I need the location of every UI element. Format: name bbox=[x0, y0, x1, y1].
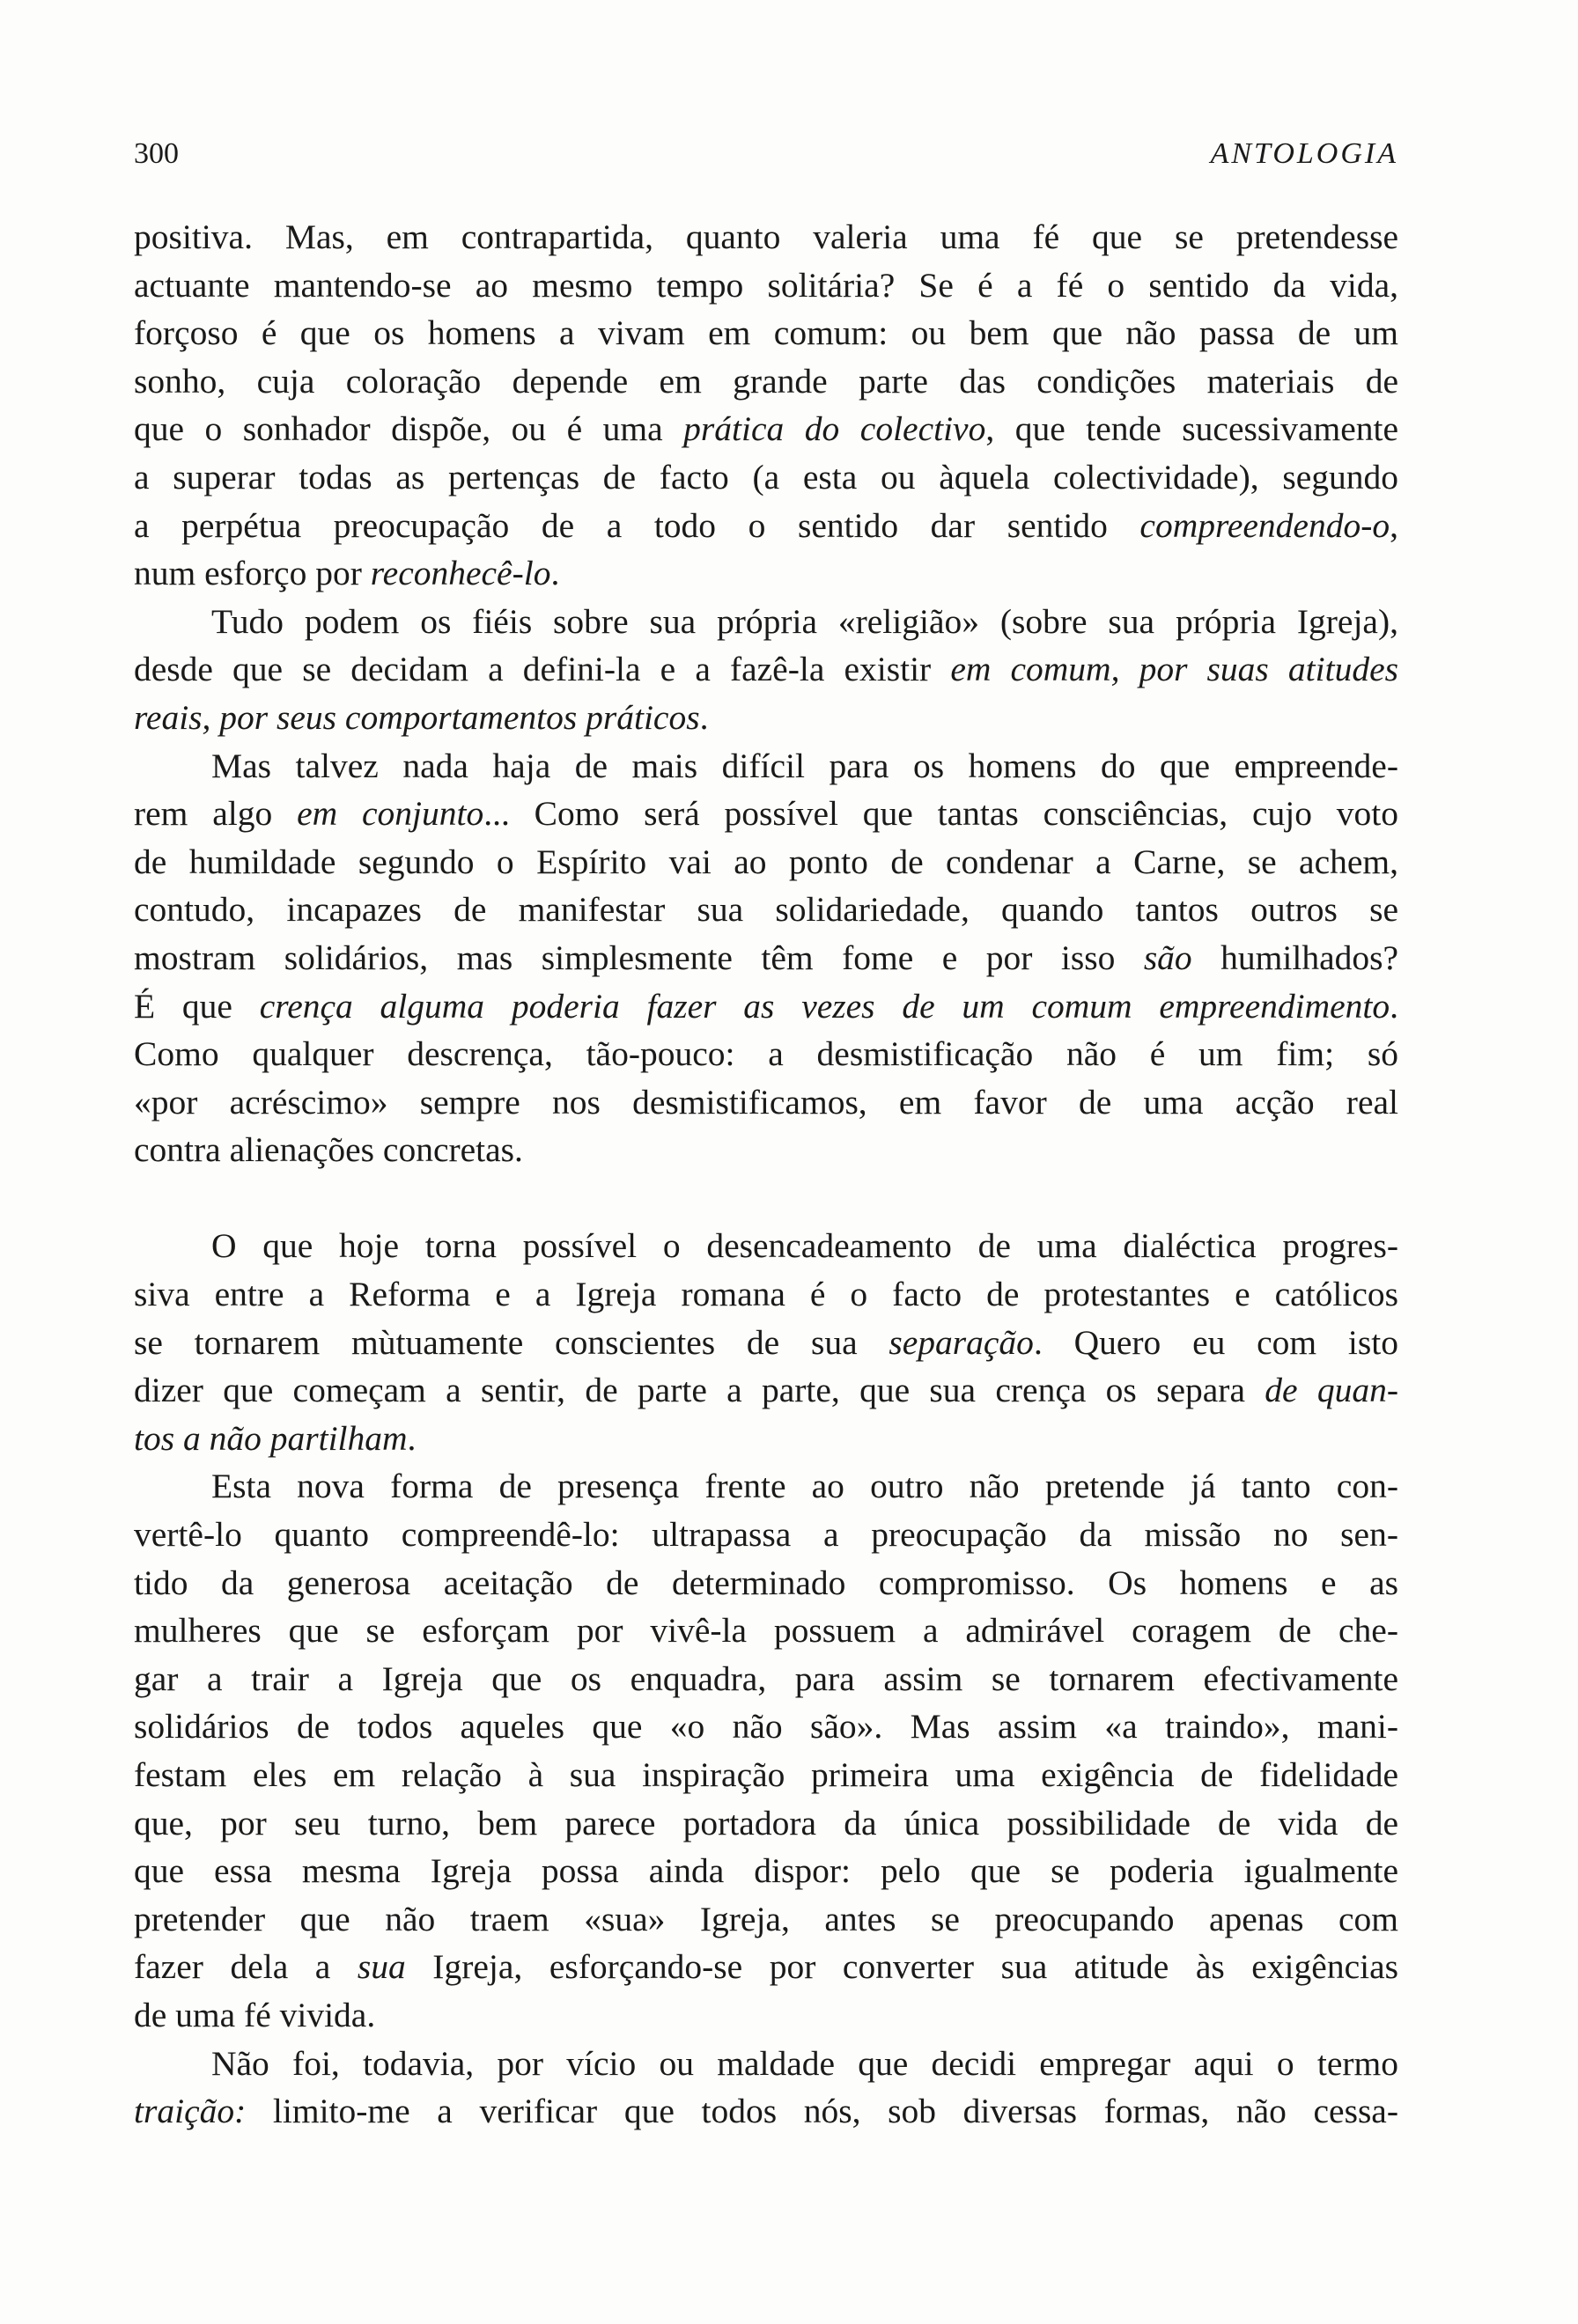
italic-text: sua bbox=[357, 1947, 406, 1987]
running-head: ANTOLOGIA bbox=[1210, 137, 1398, 170]
italic-text: traição: bbox=[134, 2092, 247, 2131]
text-line bbox=[134, 1991, 1398, 2040]
text-segment: desde que se decidam a defini-la e a fazê-la existir bbox=[134, 650, 951, 689]
text-segment: Igreja, esforçando-se por converter sua atitude às exigências bbox=[405, 1947, 1398, 1987]
paragraph-4 bbox=[134, 1222, 1398, 1462]
text-line bbox=[134, 1030, 1398, 1078]
text-segment: de uma fé vivida. bbox=[134, 1995, 376, 2034]
text-line bbox=[134, 1415, 1398, 1463]
page-header bbox=[134, 132, 1398, 176]
italic-text: em conjunto bbox=[297, 794, 484, 834]
paragraph-5 bbox=[134, 1462, 1398, 2039]
text-line bbox=[134, 694, 1398, 742]
text-segment: contra alienações concretas. bbox=[134, 1130, 523, 1170]
text-line bbox=[134, 261, 1398, 310]
text-line bbox=[134, 1799, 1398, 1848]
text-segment: ... Como será possível que tantas consciências, cujo voto bbox=[483, 794, 1399, 834]
italic-text: compreendendo-o bbox=[1139, 505, 1390, 545]
text-line bbox=[134, 1895, 1398, 1944]
text-segment: que o sonhador dispõe, ou é uma bbox=[134, 409, 684, 449]
text-segment: . Quero eu com isto bbox=[1033, 1322, 1398, 1362]
text-segment: actuante mantendo-se ao mesmo tempo solitária? Se é a fé o sentido da vida, bbox=[134, 265, 1398, 305]
text-segment: a superar todas as pertenças de facto (a esta ou àquela colectividade), segundo bbox=[134, 457, 1398, 496]
text-segment: humilhados? bbox=[1191, 938, 1399, 977]
text-segment: tido da generosa aceitação de determinado compromisso. Os homens e as bbox=[134, 1563, 1398, 1602]
text-segment: gar a trair a Igreja que os enquadra, para assim se tornarem efectivamente bbox=[134, 1658, 1398, 1698]
italic-text: prática do colectivo bbox=[683, 409, 986, 449]
text-segment: . bbox=[699, 697, 709, 737]
text-line bbox=[134, 1703, 1398, 1751]
paragraph-6 bbox=[134, 2040, 1398, 2136]
text-line bbox=[134, 549, 1398, 598]
text-segment: num esforço por bbox=[134, 554, 371, 593]
paragraph-3 bbox=[134, 742, 1398, 1174]
text-line bbox=[134, 1319, 1398, 1367]
text-segment: vertê-lo quanto compreendê-lo: ultrapassa a preocupação da missão no sen- bbox=[134, 1515, 1398, 1555]
text-line bbox=[134, 213, 1398, 261]
text-segment: fazer dela a bbox=[134, 1947, 358, 1987]
text-segment: a perpétua preocupação de a todo o sentido dar sentido bbox=[134, 505, 1140, 545]
text-segment: rem algo bbox=[134, 794, 298, 834]
italic-text: em comum, por suas atitudes bbox=[950, 650, 1398, 689]
section-break bbox=[134, 1174, 1398, 1223]
text-segment: Mas talvez nada haja de mais difícil para os homens do que empreende- bbox=[211, 746, 1398, 785]
text-segment: positiva. Mas, em contrapartida, quanto valeria uma fé que se pretendesse bbox=[134, 217, 1398, 256]
text-line bbox=[134, 453, 1398, 502]
text-line bbox=[134, 934, 1398, 982]
text-line bbox=[134, 790, 1398, 838]
text-segment: festam eles em relação à sua inspiração primeira uma exigência de fidelidade bbox=[134, 1755, 1398, 1794]
text-line bbox=[134, 838, 1398, 886]
text-segment: Tudo podem os fiéis sobre sua própria «religião» (sobre sua própria Igreja), bbox=[211, 601, 1398, 641]
text-segment: solidários de todos aqueles que «o não são». Mas assim «a traindo», mani- bbox=[134, 1707, 1398, 1747]
italic-text: são bbox=[1143, 938, 1192, 977]
body-text bbox=[134, 213, 1398, 2136]
italic-text: reconhecê-lo bbox=[370, 554, 551, 593]
text-segment: pretender que não traem «sua» Igreja, antes se preocupando apenas com bbox=[134, 1899, 1398, 1938]
text-segment: Esta nova forma de presença frente ao outro não pretende já tanto con- bbox=[211, 1467, 1398, 1506]
text-segment: , bbox=[1390, 505, 1398, 545]
text-line bbox=[134, 1511, 1398, 1559]
text-segment: . bbox=[407, 1418, 417, 1458]
text-segment: que, por seu turno, bem parece portadora da única possibilidade de vida de bbox=[134, 1803, 1398, 1842]
text-segment: Não foi, todavia, por vício ou maldade que decidi empregar aqui o termo bbox=[211, 2043, 1398, 2083]
text-line bbox=[134, 405, 1398, 453]
text-segment: O que hoje torna possível o desencadeamento de uma dialéctica progres- bbox=[211, 1226, 1398, 1266]
text-line bbox=[134, 357, 1398, 406]
text-segment: . bbox=[550, 554, 560, 593]
text-line bbox=[134, 1366, 1398, 1415]
text-line bbox=[134, 1559, 1398, 1607]
text-segment: sonho, cuja coloração depende em grande parte das condições materiais de bbox=[134, 361, 1398, 401]
text-segment: É que bbox=[134, 986, 260, 1026]
text-line bbox=[134, 1655, 1398, 1703]
text-line bbox=[134, 742, 1398, 791]
text-segment: contudo, incapazes de manifestar sua solidariedade, quando tantos outros se bbox=[134, 890, 1398, 930]
text-segment: mostram solidários, mas simplesmente têm fome e por isso bbox=[134, 938, 1144, 977]
text-segment: dizer que começam a sentir, de parte a parte, que sua crença os separa bbox=[134, 1371, 1265, 1410]
text-line bbox=[134, 2087, 1398, 2136]
italic-text: tos a não partilham bbox=[134, 1418, 408, 1458]
text-segment: «por acréscimo» sempre nos desmistificamos, em favor de uma acção real bbox=[134, 1082, 1398, 1122]
text-line bbox=[134, 886, 1398, 934]
text-line bbox=[134, 1751, 1398, 1799]
text-line bbox=[134, 1270, 1398, 1319]
text-segment: . bbox=[1390, 986, 1398, 1026]
text-line bbox=[134, 2040, 1398, 2088]
text-line bbox=[134, 1222, 1398, 1270]
page-number: 300 bbox=[134, 137, 179, 170]
text-segment: que essa mesma Igreja possa ainda dispor: pelo que se poderia igualmente bbox=[134, 1851, 1398, 1891]
text-segment: , que tende sucessivamente bbox=[985, 409, 1398, 449]
italic-text: reais, por seus comportamentos práticos bbox=[134, 697, 700, 737]
text-segment: forçoso é que os homens a vivam em comum: ou bem que não passa de um bbox=[134, 313, 1398, 353]
text-line bbox=[134, 982, 1398, 1031]
text-line bbox=[134, 1847, 1398, 1895]
italic-text: de quan- bbox=[1265, 1371, 1398, 1410]
text-segment: mulheres que se esforçam por vivê-la possuem a admirável coragem de che- bbox=[134, 1611, 1398, 1651]
text-line bbox=[134, 309, 1398, 357]
text-line bbox=[134, 1462, 1398, 1511]
text-line bbox=[134, 1607, 1398, 1655]
text-segment: se tornarem mùtuamente conscientes de sua bbox=[134, 1322, 889, 1362]
text-line bbox=[134, 502, 1398, 550]
text-segment: limito-me a verificar que todos nós, sob diversas formas, não cessa- bbox=[246, 2092, 1398, 2131]
text-line bbox=[134, 598, 1398, 646]
text-line bbox=[134, 1126, 1398, 1174]
text-segment: Como qualquer descrença, tão-pouco: a desmistificação não é um fim; só bbox=[134, 1034, 1398, 1074]
italic-text: crença alguma poderia fazer as vezes de um comum empreendimento bbox=[259, 986, 1390, 1026]
paragraph-2 bbox=[134, 598, 1398, 742]
text-line bbox=[134, 1078, 1398, 1127]
text-line bbox=[134, 645, 1398, 694]
text-segment: siva entre a Reforma e a Igreja romana é o facto de protestantes e católicos bbox=[134, 1275, 1398, 1314]
paragraph-1 bbox=[134, 213, 1398, 598]
text-line bbox=[134, 1943, 1398, 1991]
italic-text: separação bbox=[889, 1322, 1034, 1362]
text-segment: de humildade segundo o Espírito vai ao ponto de condenar a Carne, se achem, bbox=[134, 842, 1398, 881]
